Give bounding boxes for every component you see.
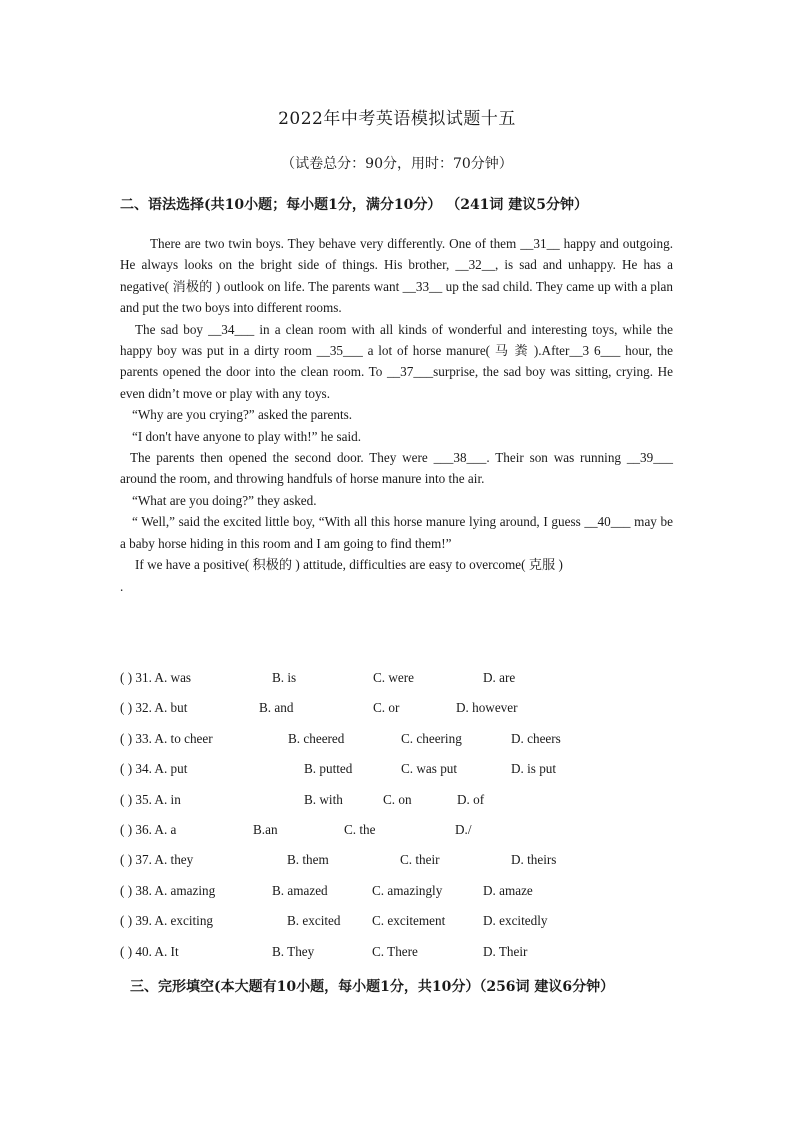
question-stem: ( ) 32. A. but	[120, 700, 188, 716]
option-b: B. amazed	[272, 882, 328, 898]
question-stem: ( ) 36. A. a	[120, 821, 177, 837]
question-stem: ( ) 33. A. to cheer	[120, 730, 213, 746]
option-b: B.an	[253, 821, 278, 837]
passage-paragraph: The sad boy __34___ in a clean room with all kinds of wonderful and interesting toys, while the happy boy was put in a dirty room __35___ a lot of horse manure( 马 粪 ).After__3 6___ hour, the parents opened the door into the clean room. To __37___surprise, the sad boy was sitting, crying. He even didn’t move or play with any toys.	[120, 321, 673, 401]
passage-paragraph: “Why are you crying?” asked the parents.	[132, 407, 353, 423]
option-c: C. excitement	[372, 913, 446, 929]
question-stem: ( ) 40. A. It	[120, 943, 179, 959]
question-row	[120, 913, 680, 943]
question-stem: ( ) 39. A. exciting	[120, 913, 214, 929]
option-d: D. however	[456, 700, 518, 716]
option-d: D. cheers	[511, 730, 561, 746]
question-row	[120, 944, 680, 974]
option-b: B. them	[287, 852, 329, 868]
page-title: 2022年中考英语模拟试题十五	[278, 109, 516, 129]
question-stem: ( ) 34. A. put	[120, 761, 188, 777]
passage-paragraph: “What are you doing?” they asked.	[132, 492, 317, 508]
passage-paragraph: If we have a positive( 积极的 ) attitude, difficulties are easy to overcome( 克服 )	[135, 557, 563, 573]
option-b: B. excited	[287, 913, 341, 929]
option-d: D. theirs	[511, 852, 557, 868]
section-heading-cloze: 三、完形填空(本大题有10小题，每小题1分，共10分）（256词 建议6分钟）	[130, 979, 615, 995]
option-d: D. Their	[483, 943, 528, 959]
passage-paragraph: .	[120, 578, 124, 594]
option-c: C. cheering	[401, 730, 462, 746]
exam-info: （试卷总分：90分，用时：70分钟）	[281, 156, 513, 172]
question-stem: ( ) 31. A. was	[120, 670, 192, 685]
question-stem: ( ) 37. A. they	[120, 852, 194, 868]
question-stem: ( ) 38. A. amazing	[120, 882, 216, 898]
option-c: C. on	[383, 791, 412, 807]
option-d: D. excitedly	[483, 913, 548, 929]
option-c: C. the	[344, 821, 376, 837]
option-b: B. and	[259, 700, 294, 716]
option-c: C. were	[373, 670, 415, 685]
option-b: B. They	[272, 943, 315, 959]
question-list	[120, 670, 680, 974]
question-row	[120, 761, 680, 791]
passage-paragraph: There are two twin boys. They behave very differently. One of them __31__ happy and outgoing. He always looks on the bright side of things. His brother, __32__, is sad and unhappy. He has a negative( 消极的 ) outlook on life. The parents want __33__ up the sad child. They came up with a plan and put the two boys into different rooms.	[120, 236, 673, 316]
option-c: C. There	[372, 943, 418, 959]
option-d: D./	[455, 821, 472, 837]
question-row	[120, 883, 680, 913]
passage-paragraph: “I don't have anyone to play with!” he said.	[132, 428, 362, 444]
passage-paragraph: The parents then opened the second door. They were ___38___. Their son was running __39___ around the room, and throwing handfuls of horse manure into the air.	[120, 450, 673, 487]
question-row	[120, 670, 680, 700]
question-stem: ( ) 35. A. in	[120, 791, 181, 807]
option-d: D. is put	[511, 761, 557, 777]
question-row	[120, 700, 680, 730]
question-row	[120, 792, 680, 822]
option-c: C. was put	[401, 761, 458, 777]
option-b: B. with	[304, 791, 343, 807]
section-heading-grammar: 二、语法选择(共10小题；每小题1分，满分10分） （241词 建议5分钟）	[120, 197, 589, 213]
option-d: D. amaze	[483, 882, 533, 898]
option-c: C. or	[373, 700, 400, 716]
option-b: B. is	[272, 670, 297, 685]
question-row	[120, 852, 680, 882]
question-row	[120, 731, 680, 761]
option-d: D. are	[483, 670, 516, 685]
question-row	[120, 822, 680, 852]
option-c: C. amazingly	[372, 882, 443, 898]
option-c: C. their	[400, 852, 440, 868]
option-b: B. putted	[304, 761, 353, 777]
option-b: B. cheered	[288, 730, 345, 746]
passage-paragraph: “ Well,” said the excited little boy, “With all this horse manure lying around, I guess __40___ may be a baby horse hiding in this room and I am going to find them!”	[120, 514, 673, 551]
option-d: D. of	[457, 791, 485, 807]
reading-passage	[120, 233, 673, 597]
